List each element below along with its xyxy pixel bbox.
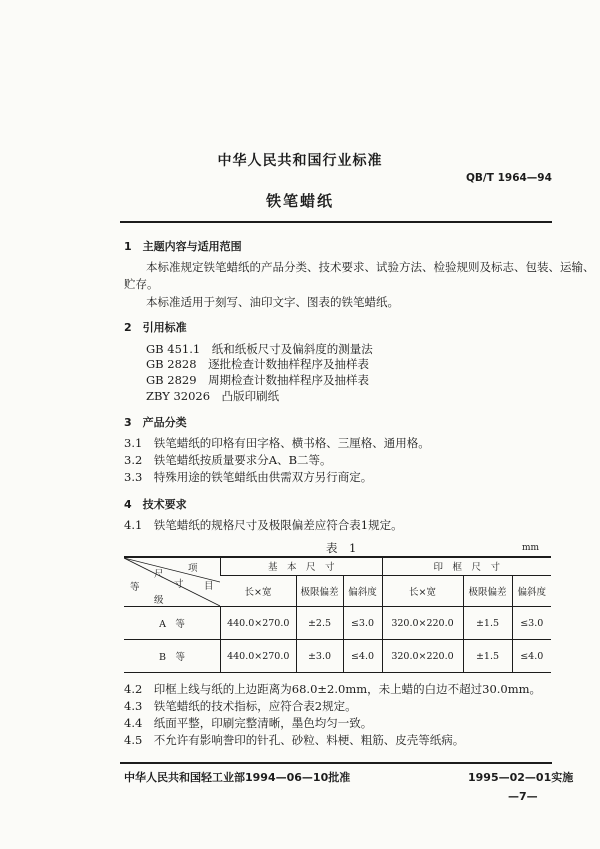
column-header: 偏斜度 (512, 576, 551, 607)
reference-item (146, 356, 369, 372)
reference-code: GB 451.1 (146, 342, 201, 356)
section-3-heading: 3 产品分类 (124, 416, 187, 429)
reference-title: 凸版印刷纸 (221, 389, 280, 403)
group-header-basic-size: 基 本 尺 寸 (221, 557, 383, 576)
table-cell: 440.0×270.0 (221, 640, 297, 673)
section-4-item: 4.5 不允许有影响誊印的针孔、砂粒、料梗、粗筋、皮壳等纸病。 (124, 733, 465, 747)
table-unit: mm (522, 543, 540, 553)
grade-cell: B 等 (124, 640, 221, 673)
table-cell: ≤3.0 (343, 607, 382, 640)
table-row (124, 640, 551, 673)
section-3-item: 3.1 铁笔蜡纸的印格有田字格、横书格、三厘格、通用格。 (124, 436, 430, 450)
section-4-heading: 4 技术要求 (124, 498, 187, 511)
table-cell: ±3.0 (296, 640, 343, 673)
diag-label-mu: 目 (204, 580, 214, 592)
standard-category: 中华人民共和国行业标准 (217, 153, 383, 169)
table-cell: 440.0×270.0 (221, 607, 297, 640)
approval-note: 中华人民共和国轻工业部1994—06—10批准 (124, 771, 351, 784)
table-cell: ±1.5 (463, 640, 512, 673)
table-row (124, 607, 551, 640)
section-1-scope: 本标准适用于刻写、油印文字、图表的铁笔蜡纸。 (146, 295, 399, 309)
footer-rule (120, 762, 552, 764)
diag-label-item: 项 (188, 562, 198, 574)
column-header: 偏斜度 (343, 576, 382, 607)
section-2-heading: 2 引用标准 (124, 321, 187, 334)
column-header: 长×宽 (221, 576, 297, 607)
standard-code: QB/T 1964—94 (466, 172, 552, 184)
diag-label-ji: 级 (154, 594, 164, 606)
page-title: 铁笔蜡纸 (265, 192, 334, 210)
effective-date: 1995—02—01实施 (468, 771, 574, 784)
reference-title: 纸和纸板尺寸及偏斜度的测量法 (211, 342, 373, 356)
page-number: —7— (508, 790, 538, 803)
section-1-paragraph-line2: 贮存。 (124, 277, 159, 291)
table-cell: ≤4.0 (343, 640, 382, 673)
table-diagonal-header (124, 557, 221, 607)
table-cell: 320.0×220.0 (382, 607, 463, 640)
column-header: 长×宽 (382, 576, 463, 607)
section-1-paragraph-line1: 本标准规定铁笔蜡纸的产品分类、技术要求、试验方法、检验规则及标志、包装、运输、 (146, 260, 595, 274)
column-header: 极限偏差 (463, 576, 512, 607)
reference-item (146, 372, 369, 388)
reference-title: 逐批检查计数抽样程序及抽样表 (208, 357, 370, 371)
section-4-item: 4.4 纸面平整，印刷完整清晰，墨色均匀一致。 (124, 716, 373, 730)
reference-item (146, 341, 373, 357)
section-1-heading: 1 主题内容与适用范围 (124, 240, 242, 253)
reference-title: 周期检查计数抽样程序及抽样表 (208, 373, 370, 387)
reference-code: GB 2829 (146, 373, 197, 387)
section-3-item: 3.3 特殊用途的铁笔蜡纸由供需双方另行商定。 (124, 470, 373, 484)
reference-code: GB 2828 (146, 357, 197, 371)
diag-label-cun: 寸 (174, 578, 184, 590)
section-4-item: 4.3 铁笔蜡纸的技术指标，应符合表2规定。 (124, 699, 357, 713)
table-cell: ±2.5 (296, 607, 343, 640)
table-caption: 表 1 (326, 541, 357, 555)
table-cell: ±1.5 (463, 607, 512, 640)
grade-cell: A 等 (124, 607, 221, 640)
column-header: 极限偏差 (296, 576, 343, 607)
section-3-item: 3.2 铁笔蜡纸按质量要求分A、B二等。 (124, 453, 332, 467)
reference-code: ZBY 32026 (146, 389, 211, 403)
size-table (124, 557, 551, 673)
header-rule (120, 221, 552, 223)
group-header-frame-size: 印 框 尺 寸 (382, 557, 551, 576)
diag-label-size: 尺 (154, 568, 164, 580)
section-4-item: 4.1 铁笔蜡纸的规格尺寸及极限偏差应符合表1规定。 (124, 518, 403, 532)
table-cell: 320.0×220.0 (382, 640, 463, 673)
table-cell: ≤4.0 (512, 640, 551, 673)
diag-label-deng: 等 (130, 581, 140, 593)
section-4-item: 4.2 印框上线与纸的上边距离为68.0±2.0mm，未上蜡的白边不超过30.0mm。 (124, 682, 542, 696)
reference-item (146, 388, 279, 404)
table-cell: ≤3.0 (512, 607, 551, 640)
